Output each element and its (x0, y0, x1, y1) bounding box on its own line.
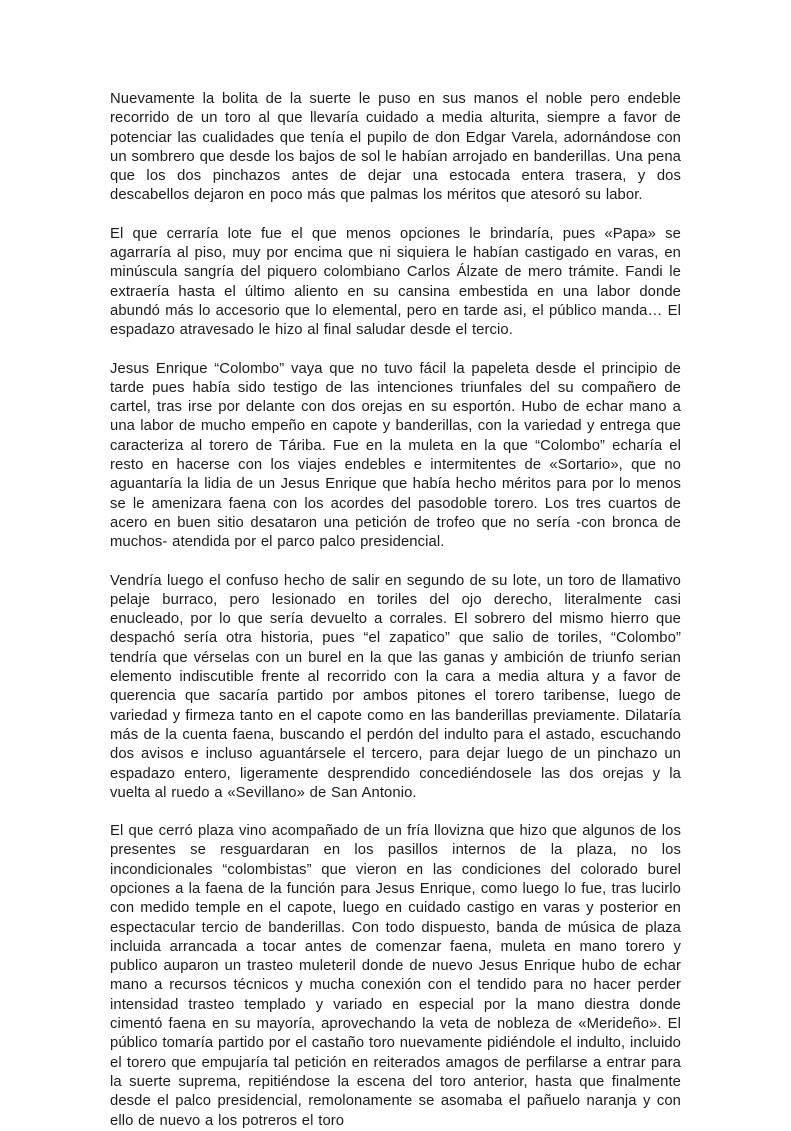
paragraph-3: Jesus Enrique “Colombo” vaya que no tuvo fácil la papeleta desde el principio de tarde pues había sido testigo de las intenciones triunfales del su compañero de cartel, tras irse por delante con dos orejas en su esportón. Hubo de echar mano a una labor de mucho empeño en capote y banderillas, con la variedad y entrega que caracteriza al torero de Táriba. Fue en la muleta en la que “Colombo” echaría el resto en hacerse con los viajes endebles e intermitentes de «Sortario», que no aguantaría la lidia de un Jesus Enrique que había hecho méritos para por lo menos se le amenizara faena con los acordes del pasodoble torero. Los tres cuartos de acero en buen sitio desataron una petición de trofeo que no sería -con bronca de muchos- atendida por el parco palco presidencial. (110, 360, 681, 551)
paragraph-2: El que cerraría lote fue el que menos opciones le brindaría, pues «Papa» se agarraría al piso, muy por encima que ni siquiera le habían castigado en varas, en minúscula sangría del piquero colombiano Carlos Álzate de mero trámite. Fandi le extraería hasta el último aliento en su cansina embestida en una labor donde abundó más lo accesorio que lo elemental, pero en tarde asi, el público manda… El espadazo atravesado le hizo al final saludar desde el tercio. (110, 225, 681, 339)
document-body (110, 90, 681, 1131)
paragraph-1: Nuevamente la bolita de la suerte le puso en sus manos el noble pero endeble recorrido de un toro al que llevaría cuidado a media alturita, siempre a favor de potenciar las cualidades que tenía el pupilo de don Edgar Varela, adornándose con un sombrero que desde los bajos de sol le habían arrojado en banderillas. Una pena que los dos pinchazos antes de dejar una estocada entera trasera, y dos descabellos dejaron en poco más que palmas los méritos que atesoró su labor. (110, 91, 681, 204)
paragraph-5: El que cerró plaza vino acompañado de un fría llovizna que hizo que algunos de los presentes se resguardaran en los pasillos internos de la plaza, no los incondicionales “colombistas” que vieron en las condiciones del colorado burel opciones a la faena de la función para Jesus Enrique, como luego lo fue, tras lucirlo con medido temple en el capote, luego en cuidado castigo en varas y posterior en espectacular tercio de banderillas. Con todo dispuesto, banda de música de plaza incluida arrancada a tocar antes de comenzar faena, muleta en mano torero y publico auparon un trasteo muleteril donde de nuevo Jesus Enrique hubo de echar mano a recursos técnicos y mucha conexión con el tendido para no hacer perder intensidad trasteo templado y variado en especial por la mano diestra donde cimentó faena en su mayoría, aprovechando la veta de nobleza de «Merideño». El público tomaría partido por el castaño toro nuevamente pidiéndole el indulto, incluido el torero que empujaría tal petición en reiterados amagos de perfilarse a entrar para la suerte suprema, repitiéndose la escena del toro anterior, hasta que finalmente desde el palco presidencial, remolonamente se asomaba el pañuelo naranja y con ello de nuevo a los potreros el toro (110, 823, 681, 1129)
paragraph-4: Vendría luego el confuso hecho de salir en segundo de su lote, un toro de llamativo pelaje burraco, pero lesionado en toriles del ojo derecho, literalmente casi enucleado, por lo que sería devuelto a corrales. El sobrero del mismo hierro que despachó sería otra historia, pues “el zapatico” que salio de toriles, “Colombo” tendría que vérselas con un burel en la que las ganas y ambición de triunfo serian elemento indiscutible frente al recorrido con la cara a media altura y a favor de querencia que sacaría partido por ambos pitones el torero taribense, luego de variedad y firmeza tanto en el capote como en las banderillas previamente. Dilataría más de la cuenta faena, buscando el perdón del indulto para el astado, escuchando dos avisos e incluso aguantársele el tercero, para dejar luego de un pinchazo un espadazo entero, ligeramente desprendido concediéndosele las dos orejas y la vuelta al ruedo a «Sevillano» de San Antonio. (110, 572, 681, 801)
